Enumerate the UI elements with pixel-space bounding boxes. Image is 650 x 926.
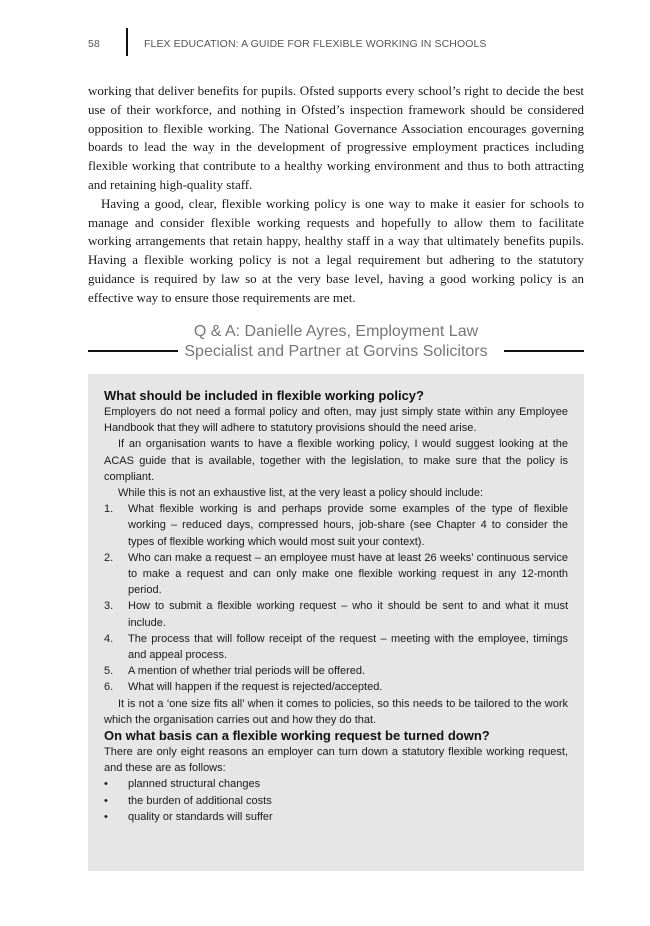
page-number: 58 (88, 38, 100, 50)
qa-title-line-2: Specialist and Partner at Gorvins Solicitors (184, 343, 488, 360)
list-item: 2. Who can make a request – an employee must have at least 26 weeks’ continuous service to make a request and can only make one flexible working request in any 12-month period. (104, 551, 568, 597)
question-heading: What should be included in flexible working policy? (104, 388, 424, 403)
running-title: FLEX EDUCATION: A GUIDE FOR FLEXIBLE WORKING IN SCHOOLS (144, 38, 487, 50)
body-paragraph: working that deliver benefits for pupils. Ofsted supports every school’s right to decide the best use of their workforce, and nothing in Ofsted’s inspection framework should be considered opposition to flexible working. The National Governance Association encourages governing boards to lead the way in the development of progressive employment practices including flexible working that contribute to a healthy working environment and thus to both attracting and retaining high-quality staff. (88, 83, 584, 192)
title-rule-left (88, 350, 178, 352)
running-header (88, 28, 588, 58)
qa-section-title (88, 322, 584, 362)
qa-box (88, 374, 584, 871)
list-item: 5. A mention of whether trial periods will be offered. (104, 665, 366, 678)
list-item: 4. The process that will follow receipt of the request – meeting with the employee, timings and appeal process. (104, 632, 568, 662)
bullet-icon: • (104, 810, 108, 823)
bullet-icon: • (104, 794, 108, 807)
bullet-icon: • (104, 778, 108, 791)
reasons-list (104, 776, 568, 825)
list-item: 1. What flexible working is and perhaps provide some examples of the type of flexible working – reduced days, compressed hours, job-share (see Chapter 4 to consider the types of flexible working which would most suit your context). (104, 503, 568, 548)
header-divider (126, 28, 128, 56)
answer-paragraph: Employers do not need a formal policy and often, may just simply state within any Employee Handbook that they will adhere to statutory provisions should the need arise. (104, 406, 568, 435)
answer-paragraph: If an organisation wants to have a flexible working policy, I would suggest looking at the ACAS guide that is available, together with the legislation, to make sure that the policy is compliant. (104, 438, 568, 483)
body-text (88, 82, 584, 308)
list-item: 6. What will happen if the request is rejected/accepted. (104, 681, 383, 694)
bullet-item: • the burden of additional costs (104, 793, 568, 809)
title-rule-right (504, 350, 584, 352)
bullet-item: • quality or standards will suffer (104, 809, 568, 825)
answer-paragraph: It is not a ‘one size fits all’ when it comes to policies, so this needs to be tailored to the work which the organisation carries out and how they do that. (104, 697, 568, 726)
list-item: 3. How to submit a flexible working request – who it should be sent to and what it must include. (104, 600, 568, 629)
bullet-item: • planned structural changes (104, 776, 568, 792)
question-heading: On what basis can a flexible working request be turned down? (104, 728, 490, 744)
answer-paragraph: While this is not an exhaustive list, at the very least a policy should include: (118, 487, 484, 500)
answer-paragraph: There are only eight reasons an employer can turn down a statutory flexible working request, and these are as follows: (104, 746, 568, 775)
body-paragraph: Having a good, clear, flexible working policy is one way to make it easier for schools to manage and consider flexible working requests and hopefully to allow them to facilitate working arrangements that retain happy, healthy staff in a way that ultimately benefits pupils. Having a flexible working policy is not a legal requirement but adhering to the statutory guidance is required by law so at the very base level, having a good working policy is an effective way to ensure those requirements are met. (88, 195, 584, 305)
policy-list (104, 501, 568, 695)
qa-title-line-1: Q & A: Danielle Ayres, Employment Law (193, 323, 479, 340)
